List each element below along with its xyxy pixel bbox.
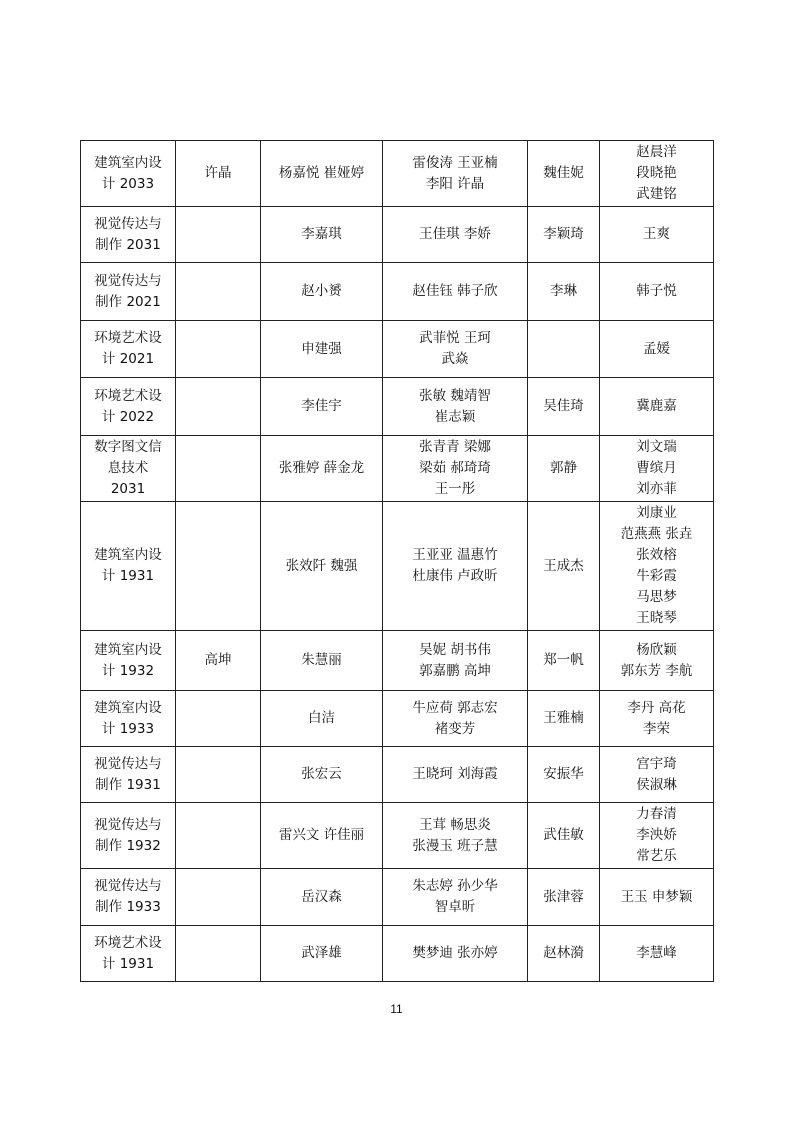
cell-text: 计 2022 bbox=[101, 408, 155, 425]
cell-text: 李琳 bbox=[550, 283, 577, 299]
cell-text: 安振华 bbox=[543, 766, 584, 782]
other-cell bbox=[600, 207, 714, 263]
table-row bbox=[81, 869, 714, 926]
leader-cell bbox=[261, 321, 383, 378]
cell-text: 申建强 bbox=[301, 340, 342, 357]
teacher-cell bbox=[176, 631, 261, 691]
cell-text: 褚变芳 bbox=[434, 720, 476, 737]
contact-cell bbox=[528, 803, 600, 869]
cell-text: 息技术 bbox=[107, 460, 149, 476]
cell-text: 魏佳妮 bbox=[543, 165, 584, 181]
cell-text: 牛应荷 郭志宏 bbox=[412, 699, 498, 716]
cell-text: 计 1933 bbox=[101, 720, 155, 737]
cell-text: 李颖琦 bbox=[543, 226, 584, 242]
cell-text: 张效阡 魏强 bbox=[285, 557, 358, 574]
teacher-cell bbox=[176, 207, 261, 263]
cell-text: 王茸 畅思炎 bbox=[419, 816, 491, 833]
roster-table bbox=[80, 140, 714, 982]
table-row bbox=[81, 691, 714, 747]
page-number: 11 bbox=[390, 1002, 403, 1016]
cell-text: 郭东芳 李航 bbox=[620, 662, 693, 679]
cell-text: 赵小赟 bbox=[301, 283, 342, 299]
cell-text: 建筑室内设 bbox=[94, 154, 162, 171]
members-cell bbox=[383, 321, 528, 378]
cell-text: 环境艺术设 bbox=[94, 934, 162, 951]
table-row bbox=[81, 207, 714, 263]
cell-text: 刘文瑞 bbox=[636, 439, 677, 455]
cell-text: 王晓珂 刘海霞 bbox=[412, 766, 498, 782]
members-cell bbox=[383, 803, 528, 869]
cell-text: 王晓琴 bbox=[636, 610, 677, 626]
cell-text: 郭静 bbox=[550, 460, 577, 476]
cell-text: 武菲悦 王珂 bbox=[419, 330, 491, 346]
contact-cell bbox=[528, 378, 600, 436]
cell-text: 樊梦迪 张亦婷 bbox=[412, 945, 498, 961]
cell-text: 杨欣颖 bbox=[636, 641, 677, 658]
leader-cell bbox=[261, 502, 383, 631]
cell-text: 李嘉琪 bbox=[301, 226, 342, 242]
cell-text: 建筑室内设 bbox=[94, 699, 162, 716]
roster-body bbox=[81, 141, 714, 982]
other-cell bbox=[600, 926, 714, 982]
cell-text: 计 1932 bbox=[101, 662, 155, 679]
class-name-cell bbox=[81, 263, 176, 321]
other-cell bbox=[600, 502, 714, 631]
class-name-cell bbox=[81, 926, 176, 982]
cell-text: 张宏云 bbox=[301, 766, 342, 782]
cell-text: 吴妮 胡书伟 bbox=[419, 641, 491, 658]
cell-text: 武佳敏 bbox=[543, 827, 584, 843]
cell-text: 赵晨洋 bbox=[636, 144, 677, 160]
cell-text: 高坤 bbox=[204, 652, 232, 668]
members-cell bbox=[383, 631, 528, 691]
contact-cell bbox=[528, 747, 600, 803]
cell-text: 李泱娇 bbox=[636, 827, 677, 843]
contact-cell bbox=[528, 321, 600, 378]
other-cell bbox=[600, 321, 714, 378]
cell-text: 数字图文信 bbox=[94, 439, 162, 455]
other-cell bbox=[600, 378, 714, 436]
contact-cell bbox=[528, 502, 600, 631]
members-cell bbox=[383, 141, 528, 207]
cell-text: 武焱 bbox=[441, 351, 469, 367]
cell-text: 视觉传达与 bbox=[94, 878, 162, 894]
class-name-cell bbox=[81, 631, 176, 691]
members-cell bbox=[383, 378, 528, 436]
members-cell bbox=[383, 436, 528, 502]
cell-text: 环境艺术设 bbox=[94, 387, 162, 404]
contact-cell bbox=[528, 207, 600, 263]
leader-cell bbox=[261, 378, 383, 436]
members-cell bbox=[383, 926, 528, 982]
cell-text: 杨嘉悦 崔娅婷 bbox=[278, 165, 365, 181]
contact-cell bbox=[528, 141, 600, 207]
cell-text: 许晶 bbox=[204, 165, 232, 181]
leader-cell bbox=[261, 207, 383, 263]
leader-cell bbox=[261, 436, 383, 502]
table-row bbox=[81, 141, 714, 207]
cell-text: 制作 1933 bbox=[95, 899, 161, 915]
teacher-cell bbox=[176, 869, 261, 926]
cell-text: 计 2021 bbox=[101, 351, 155, 367]
contact-cell bbox=[528, 869, 600, 926]
other-cell bbox=[600, 869, 714, 926]
cell-text: 王雅楠 bbox=[543, 710, 584, 726]
cell-text: 郑一帆 bbox=[543, 652, 584, 668]
cell-text: 王佳琪 李娇 bbox=[419, 226, 491, 242]
cell-text: 环境艺术设 bbox=[94, 330, 162, 346]
contact-cell bbox=[528, 926, 600, 982]
cell-text: 李荣 bbox=[643, 720, 670, 737]
cell-text: 张津蓉 bbox=[543, 888, 584, 905]
class-name-cell bbox=[81, 207, 176, 263]
teacher-cell bbox=[176, 321, 261, 378]
class-name-cell bbox=[81, 502, 176, 631]
table-row bbox=[81, 926, 714, 982]
contact-cell bbox=[528, 263, 600, 321]
cell-text: 视觉传达与 bbox=[94, 755, 162, 772]
leader-cell bbox=[261, 926, 383, 982]
contact-cell bbox=[528, 691, 600, 747]
cell-text: 崔志颖 bbox=[434, 408, 476, 425]
cell-text: 建筑室内设 bbox=[94, 641, 162, 658]
teacher-cell bbox=[176, 502, 261, 631]
cell-text: 李阳 许晶 bbox=[425, 175, 485, 192]
other-cell bbox=[600, 436, 714, 502]
teacher-cell bbox=[176, 378, 261, 436]
cell-text: 郭嘉鹏 高坤 bbox=[419, 662, 491, 679]
teacher-cell bbox=[176, 691, 261, 747]
other-cell bbox=[600, 803, 714, 869]
cell-text: 视觉传达与 bbox=[94, 272, 162, 289]
cell-text: 计 1931 bbox=[101, 568, 155, 584]
table-row bbox=[81, 747, 714, 803]
class-name-cell bbox=[81, 141, 176, 207]
teacher-cell bbox=[176, 803, 261, 869]
leader-cell bbox=[261, 869, 383, 926]
cell-text: 制作 1931 bbox=[95, 776, 161, 793]
table-row bbox=[81, 263, 714, 321]
cell-text: 张雅婷 薛金龙 bbox=[278, 460, 365, 476]
other-cell bbox=[600, 691, 714, 747]
leader-cell bbox=[261, 691, 383, 747]
members-cell bbox=[383, 691, 528, 747]
cell-text: 马思梦 bbox=[636, 589, 677, 605]
cell-text: 宫宇琦 bbox=[636, 755, 677, 772]
cell-text: 朱志婷 孙少华 bbox=[412, 878, 498, 894]
teacher-cell bbox=[176, 747, 261, 803]
cell-text: 力春清 bbox=[636, 806, 677, 822]
class-name-cell bbox=[81, 378, 176, 436]
cell-text: 刘亦菲 bbox=[636, 481, 677, 497]
table-row bbox=[81, 803, 714, 869]
cell-text: 视觉传达与 bbox=[94, 215, 162, 232]
cell-text: 武建铭 bbox=[636, 186, 677, 202]
other-cell bbox=[600, 747, 714, 803]
teacher-cell bbox=[176, 436, 261, 502]
leader-cell bbox=[261, 263, 383, 321]
cell-text: 雷兴文 许佳丽 bbox=[278, 827, 365, 843]
class-name-cell bbox=[81, 321, 176, 378]
cell-text: 赵林漪 bbox=[543, 945, 584, 961]
cell-text: 李慧峰 bbox=[636, 945, 677, 961]
other-cell bbox=[600, 141, 714, 207]
cell-text: 张效榕 bbox=[636, 547, 677, 563]
cell-text: 张青青 梁娜 bbox=[419, 439, 491, 455]
cell-text: 曹缤月 bbox=[636, 460, 677, 476]
cell-text: 计 1931 bbox=[101, 955, 155, 972]
contact-cell bbox=[528, 436, 600, 502]
cell-text: 冀鹿嘉 bbox=[636, 398, 677, 414]
members-cell bbox=[383, 869, 528, 926]
cell-text: 段晓艳 bbox=[636, 165, 677, 181]
cell-text: 王爽 bbox=[643, 226, 670, 242]
cell-text: 常艺乐 bbox=[636, 848, 677, 864]
table-row bbox=[81, 378, 714, 436]
cell-text: 张敏 魏靖智 bbox=[419, 387, 491, 404]
cell-text: 张漫玉 班子慧 bbox=[412, 837, 498, 854]
cell-text: 韩子悦 bbox=[636, 283, 677, 299]
teacher-cell bbox=[176, 141, 261, 207]
members-cell bbox=[383, 747, 528, 803]
cell-text: 计 2033 bbox=[101, 175, 155, 192]
class-name-cell bbox=[81, 869, 176, 926]
table-row bbox=[81, 502, 714, 631]
cell-text: 白洁 bbox=[308, 710, 335, 726]
cell-text: 吴佳琦 bbox=[543, 398, 584, 414]
cell-text: 武泽雄 bbox=[301, 945, 342, 961]
cell-text: 王玉 申梦颖 bbox=[620, 888, 693, 905]
cell-text: 侯淑琳 bbox=[636, 776, 677, 793]
teacher-cell bbox=[176, 926, 261, 982]
leader-cell bbox=[261, 141, 383, 207]
cell-text: 李佳宇 bbox=[301, 398, 342, 414]
other-cell bbox=[600, 263, 714, 321]
cell-text: 智卓昕 bbox=[434, 899, 476, 915]
cell-text: 视觉传达与 bbox=[94, 816, 162, 833]
other-cell bbox=[600, 631, 714, 691]
cell-text: 建筑室内设 bbox=[94, 547, 162, 563]
cell-text: 牛彩霞 bbox=[636, 568, 677, 584]
cell-text: 王成杰 bbox=[543, 557, 584, 574]
cell-text: 范燕燕 张垚 bbox=[620, 526, 693, 542]
class-name-cell bbox=[81, 803, 176, 869]
class-name-cell bbox=[81, 747, 176, 803]
table-row bbox=[81, 321, 714, 378]
contact-cell bbox=[528, 631, 600, 691]
leader-cell bbox=[261, 631, 383, 691]
table-row bbox=[81, 631, 714, 691]
cell-text: 梁茹 郝琦琦 bbox=[419, 460, 491, 476]
cell-text: 制作 2021 bbox=[95, 293, 161, 310]
leader-cell bbox=[261, 747, 383, 803]
table-row bbox=[81, 436, 714, 502]
leader-cell bbox=[261, 803, 383, 869]
cell-text: 赵佳钰 韩子欣 bbox=[412, 283, 498, 299]
members-cell bbox=[383, 502, 528, 631]
cell-text: 刘康业 bbox=[636, 505, 677, 521]
teacher-cell bbox=[176, 263, 261, 321]
class-name-cell bbox=[81, 691, 176, 747]
cell-text: 朱慧丽 bbox=[301, 652, 342, 668]
members-cell bbox=[383, 263, 528, 321]
cell-text: 王一彤 bbox=[434, 481, 476, 497]
cell-text: 王亚亚 温惠竹 bbox=[412, 547, 498, 563]
cell-text: 岳汉森 bbox=[301, 888, 342, 905]
cell-text: 2031 bbox=[110, 481, 146, 497]
cell-text: 雷俊涛 王亚楠 bbox=[412, 154, 498, 171]
cell-text: 杜康伟 卢政昕 bbox=[412, 568, 498, 584]
cell-text: 制作 2031 bbox=[95, 236, 161, 253]
class-name-cell bbox=[81, 436, 176, 502]
cell-text: 孟媛 bbox=[643, 340, 670, 357]
cell-text: 李丹 高花 bbox=[627, 699, 686, 716]
members-cell bbox=[383, 207, 528, 263]
cell-text: 制作 1932 bbox=[95, 837, 161, 854]
